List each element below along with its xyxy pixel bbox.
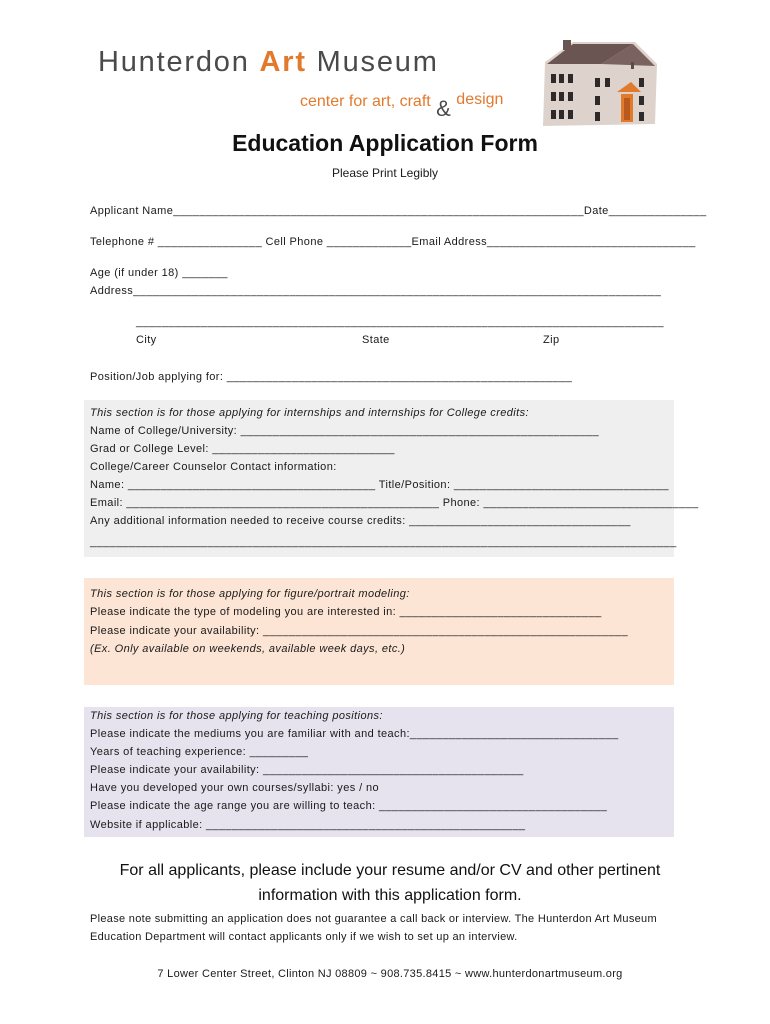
- museum-logo-name: [98, 46, 439, 79]
- college-level-field[interactable]: Grad or College Level: ____________________________: [90, 443, 395, 455]
- footer-contact: 7 Lower Center Street, Clinton NJ 08809 ~ 908.735.8415 ~ www.hunterdonartmuseum.org: [157, 968, 623, 980]
- teaching-availability-field[interactable]: Please indicate your availability: ________________________________________: [90, 764, 524, 776]
- position-field[interactable]: Position/Job applying for: _____________________________________________________: [90, 371, 573, 383]
- closing-instruction-line2: information with this application form.: [258, 887, 522, 904]
- teaching-experience-field[interactable]: Years of teaching experience: _________: [90, 746, 309, 758]
- form-subtitle: Please Print Legibly: [331, 166, 439, 180]
- counselor-name-title-field[interactable]: Name: ______________________________________ Title/Position: _________________________________: [90, 479, 669, 491]
- state-label: State: [362, 334, 390, 346]
- disclaimer-line1: Please note submitting an application does not guarantee a call back or interview. The Hunterdon Art Museum: [90, 913, 657, 925]
- modeling-availability-field[interactable]: Please indicate your availability: ________________________________________________________: [90, 625, 628, 637]
- address-field[interactable]: Address_________________________________________________________________________________: [90, 285, 662, 297]
- logo-ampersand: &: [436, 96, 451, 121]
- logo-tagline-end: design: [451, 91, 504, 108]
- additional-info-field[interactable]: Any additional information needed to receive course credits: __________________________________: [90, 515, 631, 527]
- disclaimer-line2: Education Department will contact applicants only if we wish to set up an interview.: [90, 931, 518, 943]
- age-range-field[interactable]: Please indicate the age range you are willing to teach: ___________________________________: [90, 800, 608, 812]
- counselor-email-phone-field[interactable]: Email: ________________________________________________ Phone: _________________________________: [90, 497, 699, 509]
- age-field[interactable]: Age (if under 18) _______: [90, 267, 228, 279]
- own-courses-field[interactable]: Have you developed your own courses/syllabi: yes / no: [90, 782, 380, 794]
- zip-label: Zip: [543, 334, 560, 346]
- museum-building-logo-icon: [535, 40, 660, 128]
- counselor-contact-label: College/Career Counselor Contact information:: [90, 461, 337, 473]
- modeling-type-field[interactable]: Please indicate the type of modeling you are interested in: _______________________________: [90, 606, 602, 618]
- city-label: City: [136, 334, 157, 346]
- logo-word-museum: Museum: [306, 46, 439, 78]
- college-name-field[interactable]: Name of College/University: _______________________________________________________: [90, 425, 600, 437]
- teaching-heading: This section is for those applying for teaching positions:: [90, 710, 383, 722]
- form-title: Education Application Form: [232, 130, 538, 156]
- logo-tagline-text: center for art, craft: [300, 93, 436, 110]
- teaching-mediums-field[interactable]: Please indicate the mediums you are familiar with and teach:________________________________: [90, 728, 619, 740]
- logo-word-art: Art: [259, 46, 307, 78]
- website-field[interactable]: Website if applicable: _________________________________________________: [90, 819, 526, 831]
- closing-instruction-line1: For all applicants, please include your resume and/or CV and other pertinent: [119, 862, 661, 879]
- telephone-email-field[interactable]: Telephone # ________________ Cell Phone _____________Email Address________________________________: [90, 236, 696, 248]
- address-line2-field[interactable]: _________________________________________________________________________________: [136, 316, 664, 328]
- applicant-name-date-field[interactable]: Applicant Name_______________________________________________________________Date_______________: [90, 205, 707, 217]
- additional-info-line2-field[interactable]: __________________________________________________________________________________________: [90, 536, 677, 548]
- modeling-heading: This section is for those applying for figure/portrait modeling:: [90, 588, 410, 600]
- logo-word-hunterdon: Hunterdon: [98, 46, 260, 78]
- modeling-availability-example: (Ex. Only available on weekends, available week days, etc.): [90, 643, 406, 655]
- internship-heading: This section is for those applying for internships and internships for College credits:: [90, 407, 529, 419]
- museum-logo-tagline: [300, 86, 504, 121]
